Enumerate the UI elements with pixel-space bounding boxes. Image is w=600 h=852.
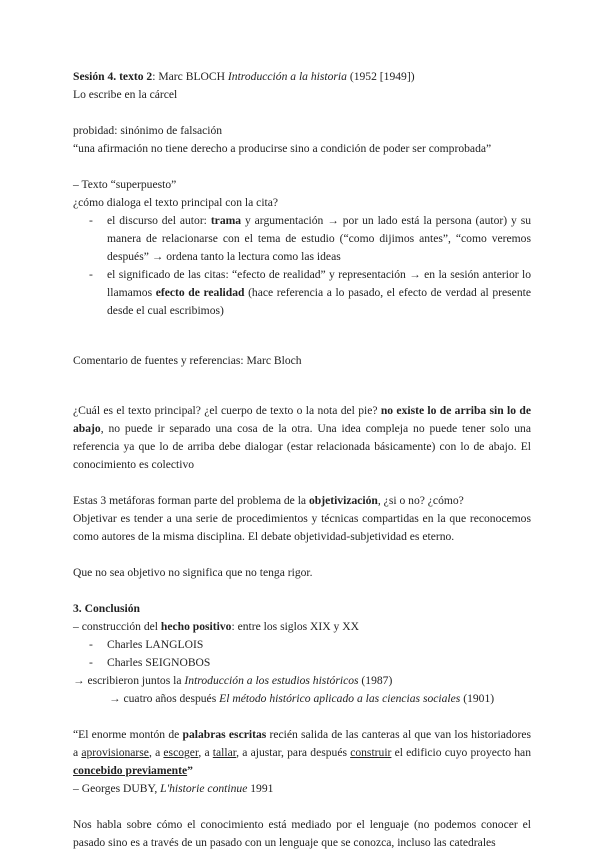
list-item: - el discurso del autor: trama y argumentación → por un lado está la persona (autor) y su manera de relacionarse con el tema de estudio (“como dijimos antes”, “como veremos después” → ordena tanto la lectura como las ideas: [89, 214, 531, 263]
duby-quote: “El enorme montón de palabras escritas recién salida de las canteras al que van los historiadores a aprovisionarse, a escoger, a tallar, a ajustar, para después construir el edificio cuyo proyecto han concebido previamente”: [73, 728, 532, 777]
probidad-quote: “una afirmación no tiene derecho a producirse sino a condición de poder ser comprobada”: [73, 142, 492, 155]
superpuesto-question: ¿cómo dialoga el texto principal con la cita?: [73, 196, 279, 209]
objetivar-paragraph: Objetivar es tender a una serie de procedimientos y técnicas compartidas en la que reconocemos como autores de la misma disciplina. El debate objetividad-subjetividad es eterno.: [73, 512, 531, 543]
probidad-definition: probidad: sinónimo de falsación: [73, 124, 223, 137]
arrow-line-2: → cuatro años después El método histórico aplicado a las ciencias sociales (1901): [109, 692, 495, 705]
session-title: Sesión 4. texto 2: Marc BLOCH Introducción a la historia (1952 [1949]): [73, 70, 415, 83]
list-item: - Charles LANGLOIS: [89, 638, 204, 651]
final-paragraph: Nos habla sobre cómo el conocimiento está mediado por el lenguaje (no podemos conocer el pasado sino es a través de un pasado con un lenguaje que se conozca, incluso las catedrales: [73, 818, 531, 849]
list-item: - Charles SEIGNOBOS: [89, 656, 211, 669]
hecho-positivo-line: – construcción del hecho positivo: entre los siglos XIX y XX: [73, 620, 359, 633]
rigor-line: Que no sea objetivo no significa que no tenga rigor.: [73, 566, 313, 579]
metaforas-line: Estas 3 metáforas forman parte del problema de la objetivización, ¿si o no? ¿cómo?: [73, 494, 464, 507]
conclusion-heading: 3. Conclusión: [73, 602, 141, 615]
document-body: [73, 68, 531, 852]
arrow-line-1: → escribieron juntos la Introducción a los estudios históricos (1987): [73, 674, 393, 687]
list-item: - el significado de las citas: “efecto de realidad” y representación → en la sesión anterior lo llamamos efecto de realidad (hace referencia a lo pasado, el efecto de verdad al presente desde el cual escribimos): [89, 268, 531, 317]
superpuesto-heading: – Texto “superpuesto”: [73, 178, 177, 191]
principal-paragraph: ¿Cuál es el texto principal? ¿el cuerpo de texto o la nota del pie? no existe lo de arriba sin lo de abajo, no puede ir separado una cosa de la otra. Una idea compleja no puede tener solo una referencia ya que lo de arriba debe dialogar (estar relacionada básicamente) con lo de abajo. El conocimiento es colectivo: [73, 404, 531, 471]
session-note: Lo escribe en la cárcel: [73, 88, 178, 101]
duby-attribution: – Georges DUBY, L'historie continue 1991: [73, 782, 274, 795]
comentario-heading: Comentario de fuentes y referencias: Marc Bloch: [73, 354, 302, 367]
